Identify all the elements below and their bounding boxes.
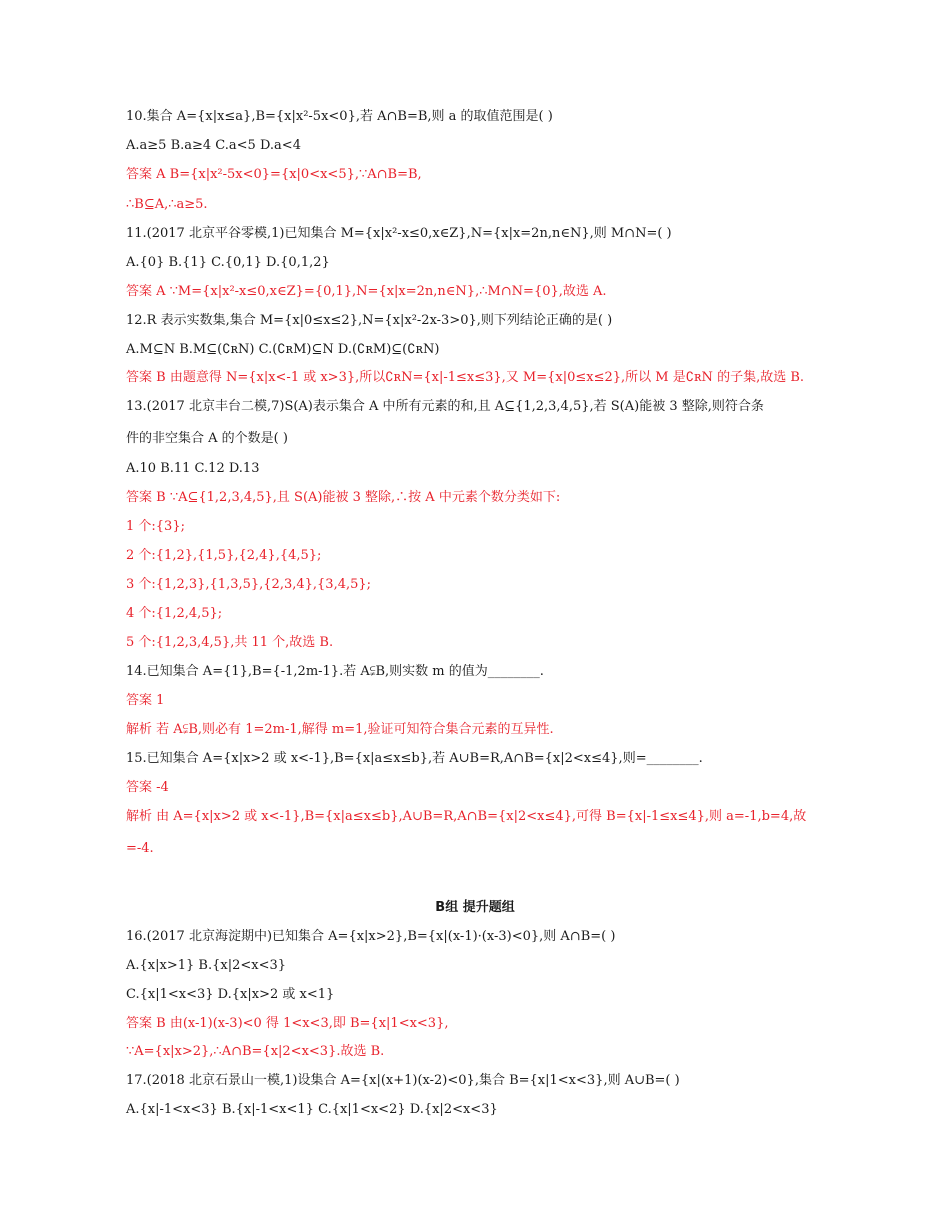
q14-stem: 14.已知集合 A={1},B={-1,2m-1}.若 A⫋B,则实数 m 的值为________.: [126, 664, 544, 679]
q10-answer: 答案 A B={x|x²-5x<0}={x|0<x<5},∵A∩B=B,: [126, 167, 422, 182]
q13-case-2: 2 个:{1,2},{1,5},{2,4},{4,5};: [126, 548, 322, 563]
q10-stem: 10.集合 A={x|x≤a},B={x|x²-5x<0},若 A∩B=B,则 a 的取值范围是( ): [126, 109, 553, 124]
q17-options: A.{x|-1<x<3} B.{x|-1<x<1} C.{x|1<x<2} D.{x|2<x<3}: [126, 1102, 498, 1117]
q11-answer: 答案 A ∵M={x|x²-x≤0,x∈Z}={0,1},N={x|x=2n,n∈N},∴M∩N={0},故选 A.: [126, 284, 607, 299]
q16-stem: 16.(2017 北京海淀期中)已知集合 A={x|x>2},B={x|(x-1)·(x-3)<0},则 A∩B=( ): [126, 929, 616, 944]
section-title: B组 提升题组: [435, 900, 515, 915]
q10-answer-cont: ∴B⊆A,∴a≥5.: [126, 197, 208, 212]
q16-options-cd: C.{x|1<x<3} D.{x|x>2 或 x<1}: [126, 987, 335, 1002]
q17-stem: 17.(2018 北京石景山一模,1)设集合 A={x|(x+1)(x-2)<0},集合 B={x|1<x<3},则 A∪B=( ): [126, 1073, 680, 1088]
q13-case-1: 1 个:{3};: [126, 519, 185, 534]
q10-options: A.a≥5 B.a≥4 C.a<5 D.a<4: [126, 138, 301, 153]
q12-options: A.M⊆N B.M⊆(∁ʀN) C.(∁ʀM)⊆N D.(∁ʀM)⊆(∁ʀN): [126, 342, 440, 357]
q15-analysis: 解析 由 A={x|x>2 或 x<-1},B={x|a≤x≤b},A∪B=R,A∩B={x|2<x≤4},可得 B={x|-1≤x≤4},则 a=-1,b=4,故: [126, 809, 807, 824]
q16-answer: 答案 B 由(x-1)(x-3)<0 得 1<x<3,即 B={x|1<x<3},: [126, 1016, 449, 1031]
q12-answer: 答案 B 由题意得 N={x|x<-1 或 x>3},所以∁ʀN={x|-1≤x≤3},又 M={x|0≤x≤2},所以 M 是∁ʀN 的子集,故选 B.: [126, 370, 805, 385]
q15-answer: 答案 -4: [126, 780, 169, 795]
q14-analysis: 解析 若 A⫋B,则必有 1=2m-1,解得 m=1,验证可知符合集合元素的互异性.: [126, 722, 554, 737]
q13-case-4: 4 个:{1,2,4,5};: [126, 606, 223, 621]
q13-options: A.10 B.11 C.12 D.13: [126, 461, 260, 476]
q12-stem: 12.R 表示实数集,集合 M={x|0≤x≤2},N={x|x²-2x-3>0},则下列结论正确的是( ): [126, 313, 613, 328]
q15-analysis-cont: =-4.: [126, 841, 154, 856]
q16-options-ab: A.{x|x>1} B.{x|2<x<3}: [126, 958, 286, 973]
q13-stem-cont: 件的非空集合 A 的个数是( ): [126, 431, 288, 446]
q15-stem: 15.已知集合 A={x|x>2 或 x<-1},B={x|a≤x≤b},若 A∪B=R,A∩B={x|2<x≤4},则=________.: [126, 751, 703, 766]
q14-answer: 答案 1: [126, 693, 165, 708]
q13-case-5: 5 个:{1,2,3,4,5},共 11 个,故选 B.: [126, 635, 334, 650]
q13-answer: 答案 B ∵A⊆{1,2,3,4,5},且 S(A)能被 3 整除,∴按 A 中元素个数分类如下:: [126, 490, 561, 505]
q16-answer-cont: ∵A={x|x>2},∴A∩B={x|2<x<3}.故选 B.: [126, 1044, 385, 1059]
q11-stem: 11.(2017 北京平谷零模,1)已知集合 M={x|x²-x≤0,x∈Z},N={x|x=2n,n∈N},则 M∩N=( ): [126, 226, 672, 241]
q11-options: A.{0} B.{1} C.{0,1} D.{0,1,2}: [126, 255, 330, 270]
q13-case-3: 3 个:{1,2,3},{1,3,5},{2,3,4},{3,4,5};: [126, 577, 372, 592]
q13-stem: 13.(2017 北京丰台二模,7)S(A)表示集合 A 中所有元素的和,且 A⊆{1,2,3,4,5},若 S(A)能被 3 整除,则符合条: [126, 399, 764, 414]
